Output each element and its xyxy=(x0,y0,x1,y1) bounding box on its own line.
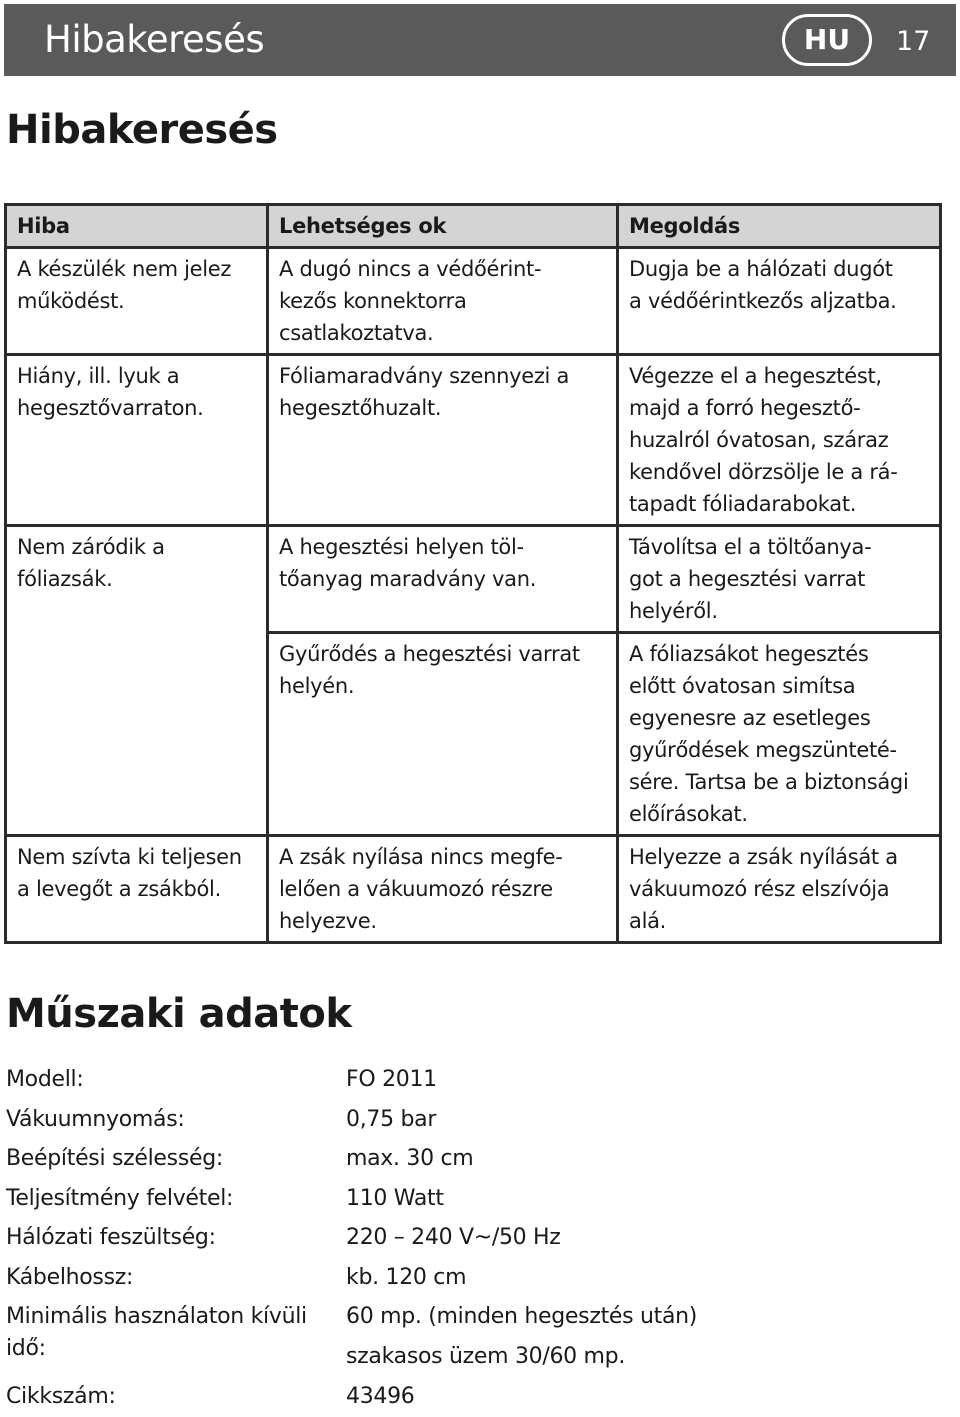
spec-row xyxy=(6,1179,906,1219)
spec-row xyxy=(6,1297,906,1377)
troubleshooting-table xyxy=(4,203,942,944)
troubleshooting-title: Hibakeresés xyxy=(6,107,278,153)
spec-value: max. 30 cm xyxy=(346,1146,474,1171)
table-row xyxy=(6,526,941,633)
cause-cell: Gyűrődés a hegesztési varrat helyén. xyxy=(268,633,618,836)
column-header-problem: Hiba xyxy=(6,205,268,248)
cause-cell: Fóliamaradvány szennyezi a hegesztőhuzalt. xyxy=(268,355,618,526)
language-badge: HU xyxy=(782,14,872,66)
solution-cell: Dugja be a hálózati dugót a védőérintkezős aljzatba. xyxy=(618,248,941,355)
spec-label: Vákuumnyomás: xyxy=(6,1106,185,1132)
page-header xyxy=(4,4,956,76)
spec-label: Cikkszám: xyxy=(6,1384,116,1409)
spec-value: 220 – 240 V~/50 Hz xyxy=(346,1225,561,1250)
specs-list xyxy=(6,1060,906,1417)
cause-cell: A hegesztési helyen töl- tőanyag maradvány van. xyxy=(268,526,618,633)
spec-row xyxy=(6,1218,906,1258)
solution-cell: A fóliazsákot hegesztés előtt óvatosan simítsa egyenesre az esetleges gyűrődések megszünteté- sére. Tartsa be a biztonsági előírásokat. xyxy=(618,633,941,836)
solution-cell: Távolítsa el a töltőanya- got a hegesztési varrat helyéről. xyxy=(618,526,941,633)
spec-value: 43496 xyxy=(346,1384,415,1409)
spec-row xyxy=(6,1060,906,1100)
solution-cell: Végezze el a hegesztést, majd a forró hegesztő- huzalról óvatosan, száraz kendővel dörzsölje le a rá- tapadt fóliadarabokat. xyxy=(618,355,941,526)
column-header-cause: Lehetséges ok xyxy=(268,205,618,248)
spec-label: Kábelhossz: xyxy=(6,1264,134,1290)
spec-label: Minimális használaton kívüli idő: xyxy=(6,1304,307,1361)
spec-label: Beépítési szélesség: xyxy=(6,1146,223,1171)
page-number: 17 xyxy=(896,26,931,57)
column-header-solution: Megoldás xyxy=(618,205,941,248)
header-title: Hibakeresés xyxy=(44,18,265,61)
spec-row xyxy=(6,1139,906,1179)
spec-value: kb. 120 cm xyxy=(346,1264,467,1290)
cause-cell: A dugó nincs a védőérint- kezős konnektorra csatlakoztatva. xyxy=(268,248,618,355)
spec-label: Teljesítmény felvétel: xyxy=(6,1185,234,1211)
problem-cell: Hiány, ill. lyuk a hegesztővarraton. xyxy=(6,355,268,526)
spec-label: Hálózati feszültség: xyxy=(6,1225,216,1250)
spec-value: 110 Watt xyxy=(346,1185,444,1211)
problem-cell: Nem szívta ki teljesen a levegőt a zsákból. xyxy=(6,836,268,943)
problem-cell: Nem záródik a fóliazsák. xyxy=(6,526,268,836)
table-row xyxy=(6,836,941,943)
cause-cell: A zsák nyílása nincs megfe- lelően a vákuumozó részre helyezve. xyxy=(268,836,618,943)
solution-cell: Helyezze a zsák nyílását a vákuumozó rész elszívója alá. xyxy=(618,836,941,943)
spec-value: FO 2011 xyxy=(346,1067,437,1092)
spec-label: Modell: xyxy=(6,1067,84,1092)
spec-row xyxy=(6,1100,906,1140)
spec-row xyxy=(6,1258,906,1298)
spec-value: 60 mp. (minden hegesztés után) szakasos üzem 30/60 mp. xyxy=(346,1304,698,1369)
spec-row xyxy=(6,1377,906,1417)
table-row xyxy=(6,355,941,526)
table-header-row xyxy=(6,205,941,248)
spec-value: 0,75 bar xyxy=(346,1106,437,1132)
table-row xyxy=(6,248,941,355)
specs-title: Műszaki adatok xyxy=(6,991,352,1037)
problem-cell: A készülék nem jelez működést. xyxy=(6,248,268,355)
